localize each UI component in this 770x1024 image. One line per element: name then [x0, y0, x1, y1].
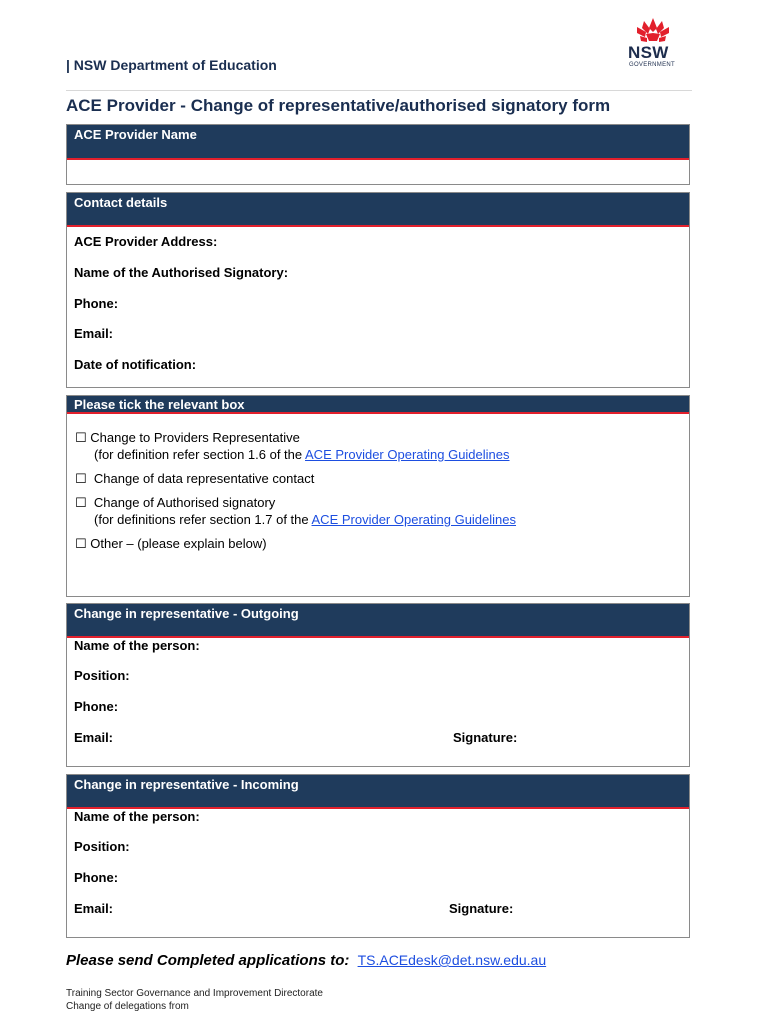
- logo-nsw-text: NSW: [628, 43, 669, 62]
- provider-name-section: [66, 124, 690, 185]
- email-label: Email:: [74, 326, 114, 341]
- provider-name-field[interactable]: [67, 160, 689, 183]
- waratah-icon: [624, 16, 682, 46]
- phone-label: Phone:: [74, 870, 119, 885]
- person-name-label: Name of the person:: [74, 638, 200, 653]
- department-name: | NSW Department of Education: [66, 57, 277, 73]
- option-other[interactable]: [75, 536, 267, 552]
- send-email-link[interactable]: TS.ACEdesk@det.nsw.edu.au: [357, 952, 547, 968]
- option-authorised-signatory[interactable]: [75, 495, 275, 511]
- checkbox[interactable]: ☐: [75, 536, 87, 551]
- option-label: Change of Authorised signatory: [93, 495, 276, 510]
- checkbox[interactable]: ☐: [75, 495, 87, 510]
- guidelines-link[interactable]: ACE Provider Operating Guidelines: [305, 447, 510, 462]
- option-note: (for definition refer section 1.6 of the ACE Provider Operating Guidelines: [94, 447, 510, 462]
- option-label: Change to Providers Representative: [90, 430, 300, 445]
- send-instructions: [66, 952, 546, 969]
- checkbox[interactable]: ☐: [75, 471, 87, 486]
- email-label: Email:: [74, 901, 114, 916]
- phone-label: Phone:: [74, 296, 119, 311]
- section-heading: Please tick the relevant box: [67, 396, 689, 414]
- page-title: ACE Provider - Change of representative/authorised signatory form: [66, 96, 611, 115]
- header-divider: [66, 90, 692, 91]
- option-providers-representative[interactable]: [75, 430, 300, 446]
- section-heading: Change in representative - Outgoing: [67, 604, 689, 638]
- section-heading: Contact details: [67, 193, 689, 227]
- section-heading: ACE Provider Name: [67, 125, 689, 160]
- tick-box-section: [66, 395, 690, 597]
- send-label: Please send Completed applications to:: [66, 952, 350, 969]
- notification-date-label: Date of notification:: [74, 357, 197, 372]
- option-label: Other – (please explain below): [90, 536, 267, 551]
- contact-details-section: [66, 192, 690, 388]
- logo-government-text: GOVERNMENT: [629, 62, 676, 68]
- footer-line: Training Sector Governance and Improvement Directorate: [66, 988, 323, 999]
- outgoing-representative-section: [66, 603, 690, 767]
- email-label: Email:: [74, 730, 114, 745]
- option-label: Change of data representative contact: [93, 471, 315, 486]
- authorised-signatory-label: Name of the Authorised Signatory:: [74, 265, 289, 280]
- incoming-representative-section: [66, 774, 690, 938]
- checkbox[interactable]: ☐: [75, 430, 87, 445]
- phone-label: Phone:: [74, 699, 119, 714]
- provider-address-label: ACE Provider Address:: [74, 234, 218, 249]
- footer-line: Change of delegations from: [66, 1001, 189, 1012]
- section-heading: Change in representative - Incoming: [67, 775, 689, 809]
- option-data-representative[interactable]: [75, 471, 314, 487]
- signature-label: Signature:: [449, 901, 514, 916]
- position-label: Position:: [74, 668, 130, 683]
- signature-label: Signature:: [453, 730, 518, 745]
- position-label: Position:: [74, 839, 130, 854]
- option-note: (for definitions refer section 1.7 of the ACE Provider Operating Guidelines: [94, 512, 517, 527]
- nsw-government-logo: [624, 16, 682, 72]
- guidelines-link[interactable]: ACE Provider Operating Guidelines: [311, 512, 517, 527]
- person-name-label: Name of the person:: [74, 809, 200, 824]
